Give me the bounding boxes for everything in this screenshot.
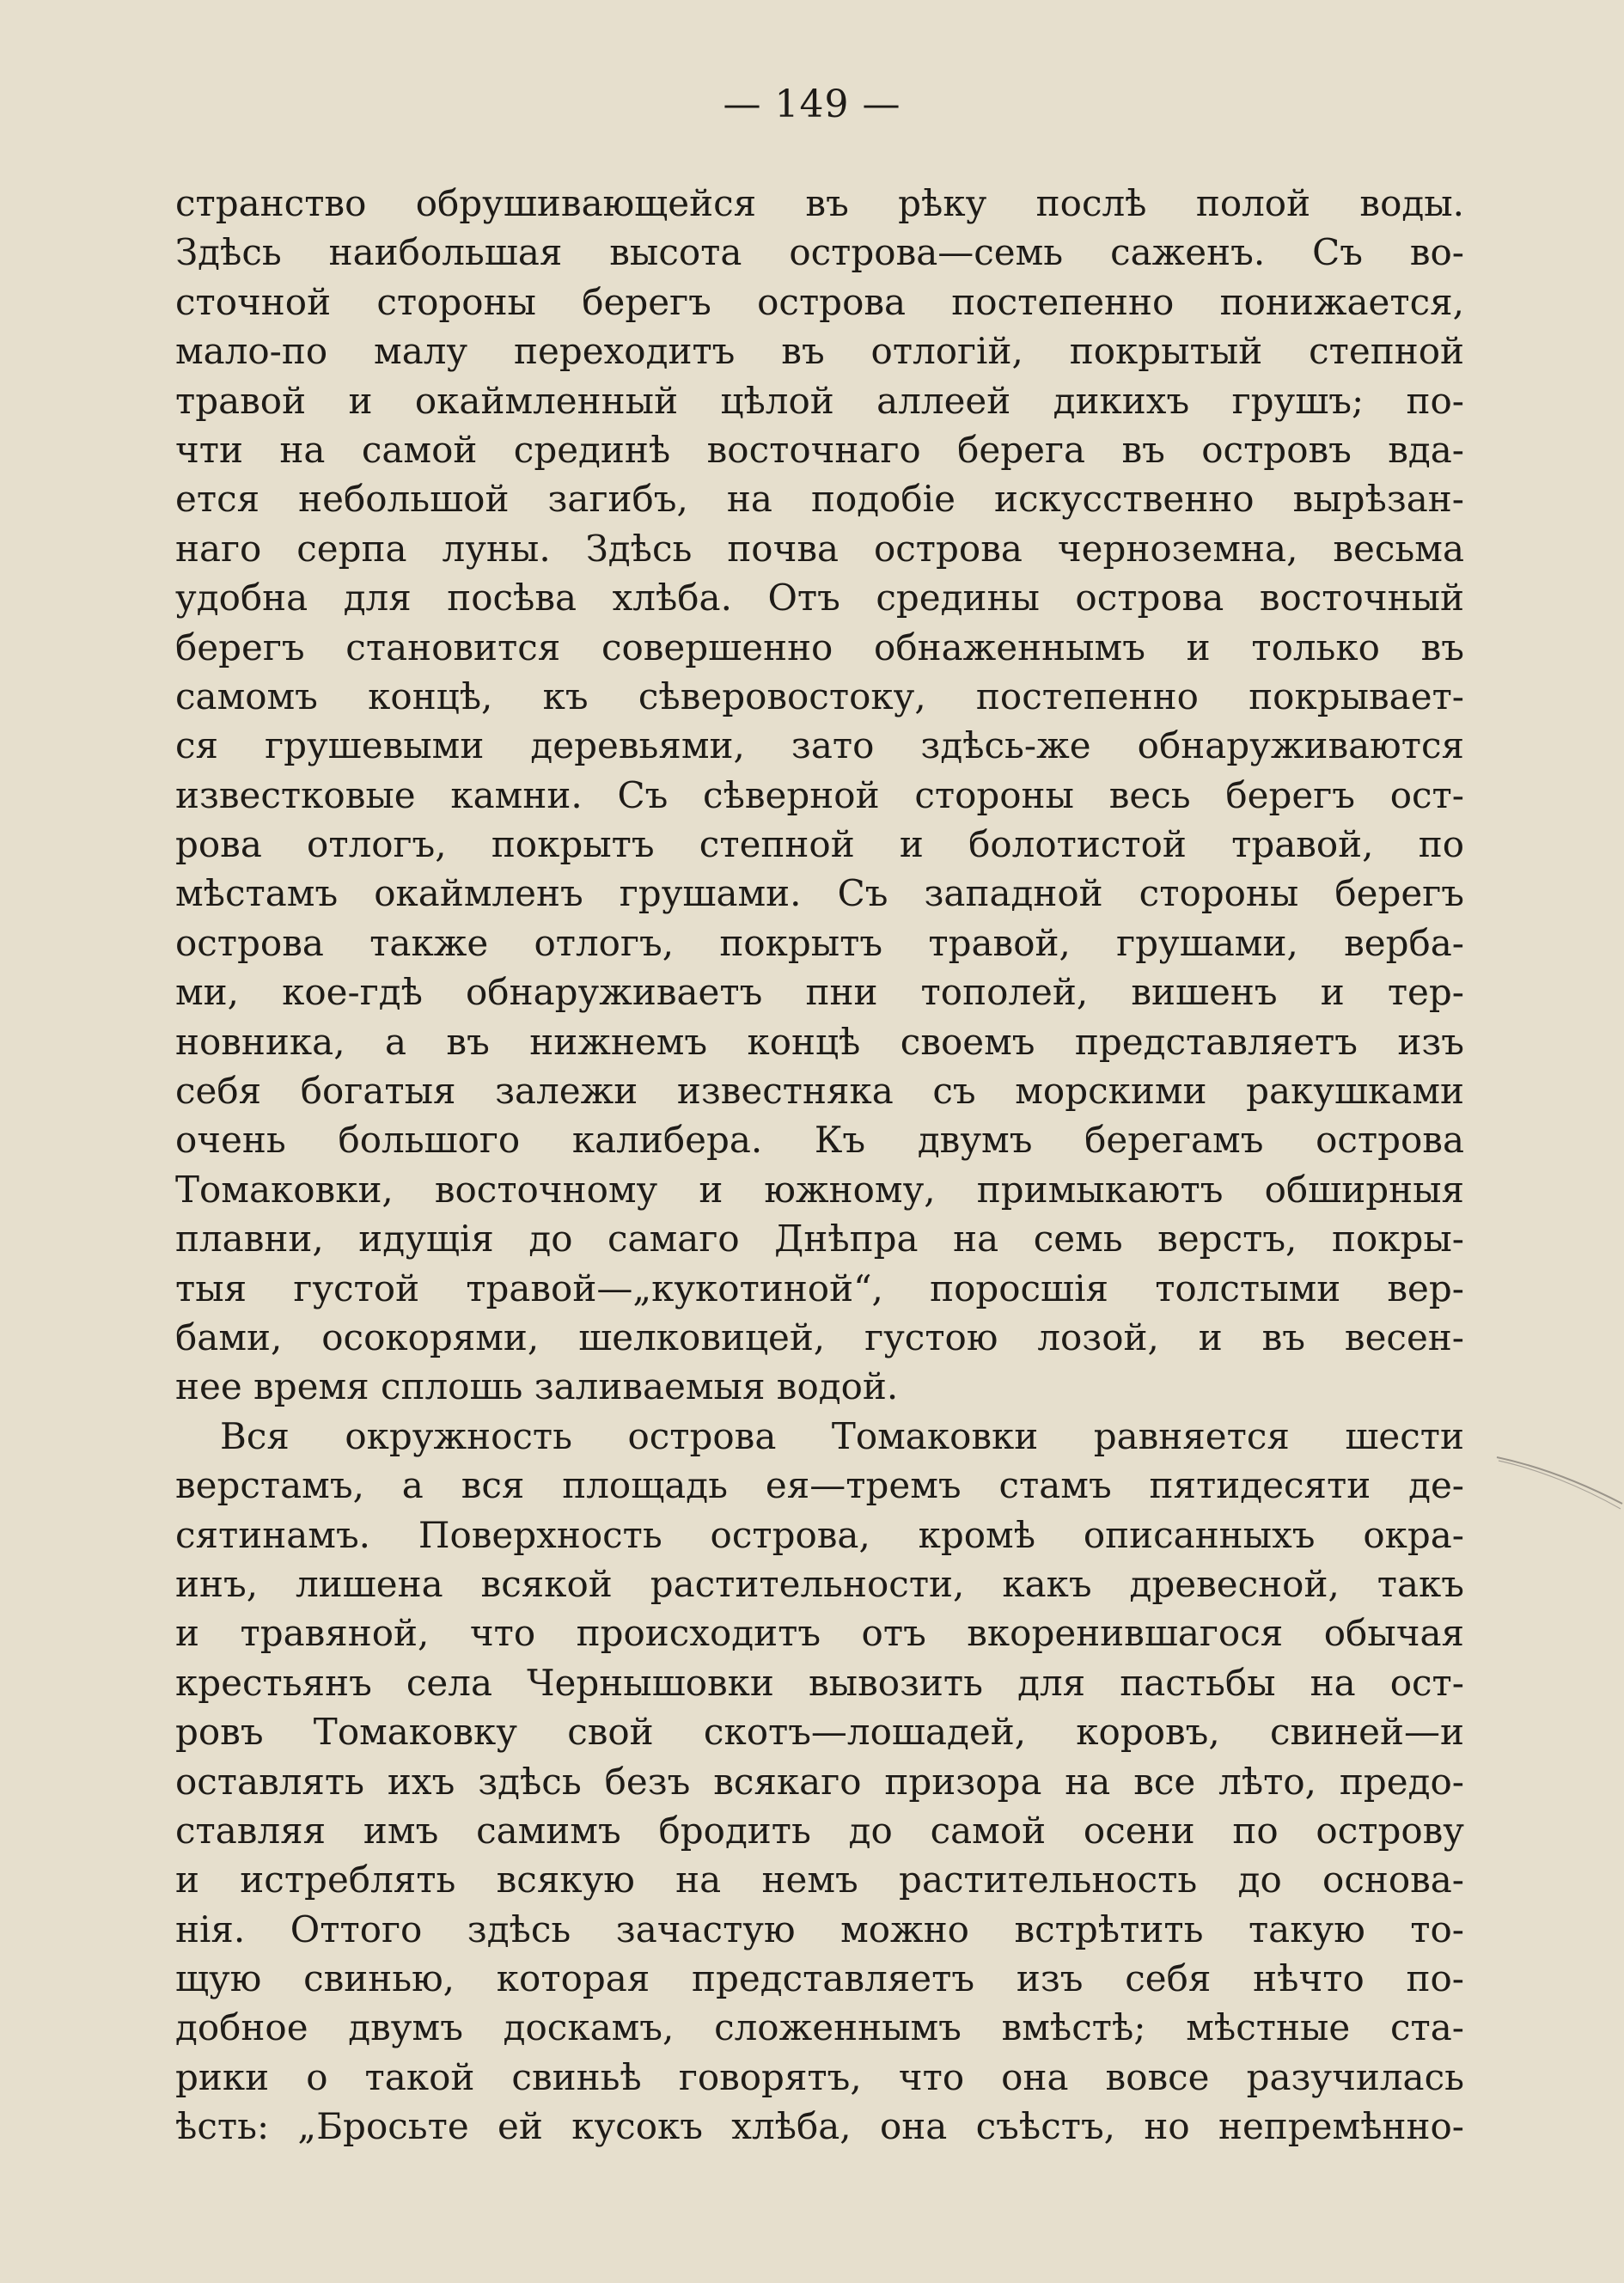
text-line: оставлять ихъ здѣсь безъ всякаго призора на все лѣто, предо- [175,1760,1464,1803]
paragraph-1 [175,179,1464,1412]
text-line: и истреблять всякую на немъ растительность до основа- [175,1859,1464,1901]
text-line: бами, осокорями, шелковицей, густою лозой, и въ весен- [175,1315,1464,1358]
text-line: добное двумъ доскамъ, сложеннымъ вмѣстѣ; мѣстные ста- [175,2006,1464,2049]
text-line: инъ, лишена всякой растительности, какъ древесной, такъ [175,1562,1464,1605]
text-line: мало-по малу переходитъ въ отлогій, покрытый степной [175,330,1464,373]
text-line: Вся окружность острова Томаковки равняется шести [220,1414,1464,1457]
text-line: ровъ Томаковку свой скотъ—лошадей, коровъ, свиней—и [175,1711,1464,1754]
text-line: себя богатыя залежи известняка съ морскими ракушками [175,1070,1464,1113]
text-line: тыя густой травой—„кукотиной“, поросшія толстыми вер- [175,1267,1464,1309]
text-line: травой и окаймленный цѣлой аллеей дикихъ грушъ; по- [175,379,1464,422]
text-line: очень большого калибера. Къ двумъ берегамъ острова [175,1119,1464,1162]
text-line: крестьянъ села Чернышовки вывозить для пастьбы на ост- [175,1661,1464,1704]
text-line: странство обрушивающейся въ рѣку послѣ полой воды. [175,182,1464,224]
body-text [175,179,1464,2152]
text-line: новника, а въ нижнемъ концѣ своемъ представляетъ изъ [175,1020,1464,1063]
text-line: Здѣсь наибольшая высота острова—семь саженъ. Съ во- [175,231,1464,274]
text-line: чти на самой срединѣ восточнаго берега въ островъ вда- [175,428,1464,471]
text-line: плавни, идущія до самаго Днѣпра на семь верстъ, покры- [175,1218,1464,1261]
page-number: — 149 — [723,82,901,126]
text-line: рики о такой свиньѣ говорятъ, что она вовсе разучилась [175,2055,1464,2098]
text-line: ѣсть: „Бросьте ей кусокъ хлѣба, она съѣстъ, но непремѣнно- [175,2105,1464,2148]
text-line: рова отлогъ, покрытъ степной и болотистой травой, по [175,823,1464,866]
text-line: верстамъ, а вся площадь ея—тремъ стамъ пятидесяти де- [175,1464,1464,1507]
paragraph-2 [175,1412,1464,2152]
text-line: сятинамъ. Поверхность острова, кромѣ описанныхъ окра- [175,1513,1464,1556]
text-line: берегъ становится совершенно обнаженнымъ и только въ [175,626,1464,668]
text-line: нее время сплошь заливаемыя водой. [175,1365,899,1408]
text-line: самомъ концѣ, къ сѣверовостоку, постепенно покрывает- [175,675,1464,717]
text-line: острова также отлогъ, покрытъ травой, грушами, верба- [175,921,1464,964]
text-line: ется небольшой загибъ, на подобіе искусственно вырѣзан- [175,478,1464,521]
text-line: наго серпа луны. Здѣсь почва острова черноземна, весьма [175,527,1464,570]
text-line: ставляя имъ самимъ бродить до самой осени по острову [175,1809,1464,1852]
pencil-mark [1495,1452,1624,1512]
text-line: Томаковки, восточному и южному, примыкаютъ обширныя [175,1168,1464,1211]
text-line: сточной стороны берегъ острова постепенно понижается, [175,280,1464,323]
text-line: удобна для посѣва хлѣба. Отъ средины острова восточный [175,577,1464,620]
text-line: ми, кое-гдѣ обнаруживаетъ пни тополей, вишенъ и тер- [175,971,1464,1014]
text-line: и травяной, что происходитъ отъ вкоренившагося обычая [175,1612,1464,1655]
text-line: нія. Оттого здѣсь зачастую можно встрѣтить такую то- [175,1908,1464,1950]
text-line: ся грушевыми деревьями, зато здѣсь-же обнаруживаются [175,724,1464,767]
text-line: известковые камни. Съ сѣверной стороны весь берегъ ост- [175,773,1464,816]
text-line: щую свинью, которая представляетъ изъ себя нѣчто по- [175,1957,1464,2000]
text-line: мѣстамъ окаймленъ грушами. Съ западной стороны берегъ [175,872,1464,915]
